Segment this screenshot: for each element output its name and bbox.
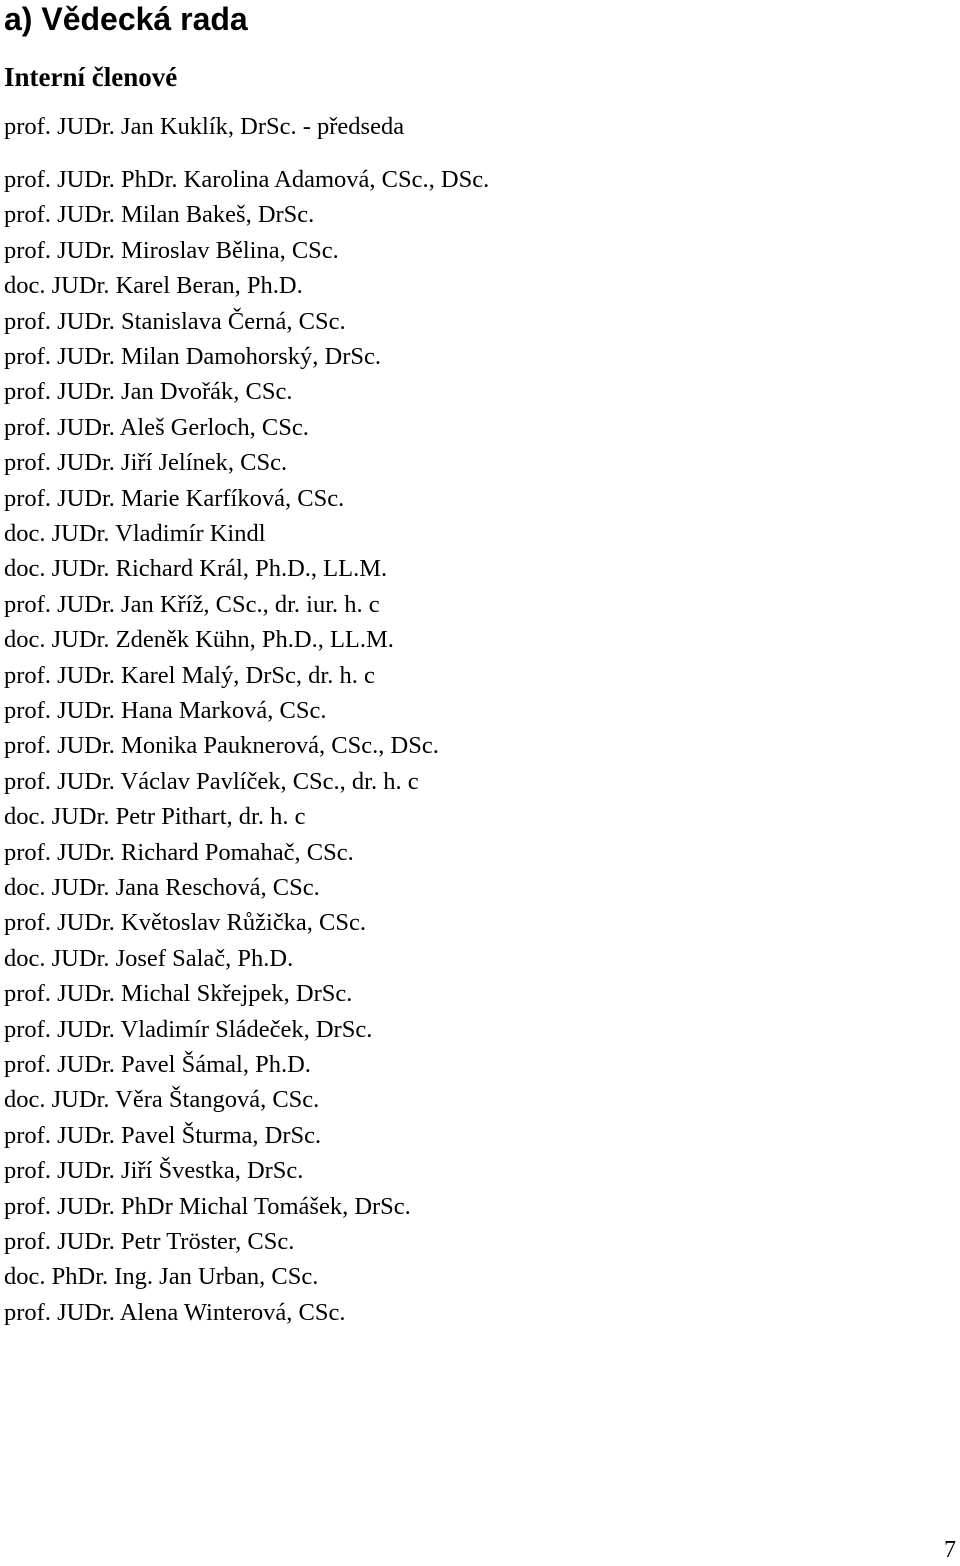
member-item: prof. JUDr. Vladimír Sládeček, DrSc. (4, 1015, 373, 1043)
member-item: prof. JUDr. Petr Tröster, CSc. (4, 1228, 295, 1255)
member-item: prof. JUDr. Milan Bakeš, DrSc. (4, 201, 315, 229)
member-item: prof. JUDr. Aleš Gerloch, CSc. (4, 413, 309, 441)
member-item: doc. JUDr. Zdeněk Kühn, Ph.D., LL.M. (4, 626, 394, 654)
section-heading: a) Vědecká rada (4, 1, 248, 37)
member-item: prof. JUDr. Květoslav Růžička, CSc. (4, 909, 366, 937)
member-item: prof. JUDr. Miroslav Bělina, CSc. (4, 236, 339, 264)
member-item: prof. JUDr. Jiří Jelínek, CSc. (4, 449, 288, 477)
member-item: prof. JUDr. Monika Pauknerová, CSc., DSc. (4, 732, 439, 760)
member-item: prof. JUDr. Hana Marková, CSc. (4, 697, 327, 724)
member-item: prof. JUDr. Karel Malý, DrSc, dr. h. c (4, 661, 375, 689)
member-item: prof. JUDr. Milan Damohorský, DrSc. (4, 343, 381, 370)
member-item: doc. JUDr. Věra Štangová, CSc. (4, 1086, 320, 1114)
member-item: doc. JUDr. Jana Reschová, CSc. (4, 874, 320, 901)
member-item: prof. JUDr. Marie Karfíková, CSc. (4, 484, 345, 512)
member-item: prof. JUDr. Jan Kříž, CSc., dr. iur. h. c (4, 590, 380, 618)
member-item: prof. JUDr. Jan Dvořák, CSc. (4, 378, 293, 406)
internal-members-subheading: Interní členové (4, 62, 178, 92)
member-item: doc. JUDr. Richard Král, Ph.D., LL.M. (4, 555, 388, 583)
member-item: prof. JUDr. PhDr. Karolina Adamová, CSc., DSc. (4, 166, 490, 193)
member-item: doc. PhDr. Ing. Jan Urban, CSc. (4, 1263, 319, 1291)
member-item: doc. JUDr. Petr Pithart, dr. h. c (4, 803, 306, 831)
member-item: prof. JUDr. Václav Pavlíček, CSc., dr. h. c (4, 767, 419, 795)
member-item: doc. JUDr. Vladimír Kindl (4, 520, 266, 547)
member-item: doc. JUDr. Karel Beran, Ph.D. (4, 272, 303, 300)
page-number: 7 (944, 1537, 956, 1563)
member-item: doc. JUDr. Josef Salač, Ph.D. (4, 944, 294, 972)
member-item: prof. JUDr. Jiří Švestka, DrSc. (4, 1157, 304, 1185)
member-item: prof. JUDr. Richard Pomahač, CSc. (4, 838, 354, 866)
member-item: prof. JUDr. Jan Kuklík, DrSc. - předseda (4, 113, 405, 140)
member-item: prof. JUDr. Pavel Šturma, DrSc. (4, 1121, 322, 1149)
member-item: prof. JUDr. Alena Winterová, CSc. (4, 1298, 346, 1326)
member-item: prof. JUDr. Pavel Šámal, Ph.D. (4, 1051, 311, 1078)
member-item: prof. JUDr. Michal Skřejpek, DrSc. (4, 980, 353, 1008)
member-item: prof. JUDr. Stanislava Černá, CSc. (4, 307, 346, 335)
member-item: prof. JUDr. PhDr Michal Tomášek, DrSc. (4, 1192, 411, 1220)
